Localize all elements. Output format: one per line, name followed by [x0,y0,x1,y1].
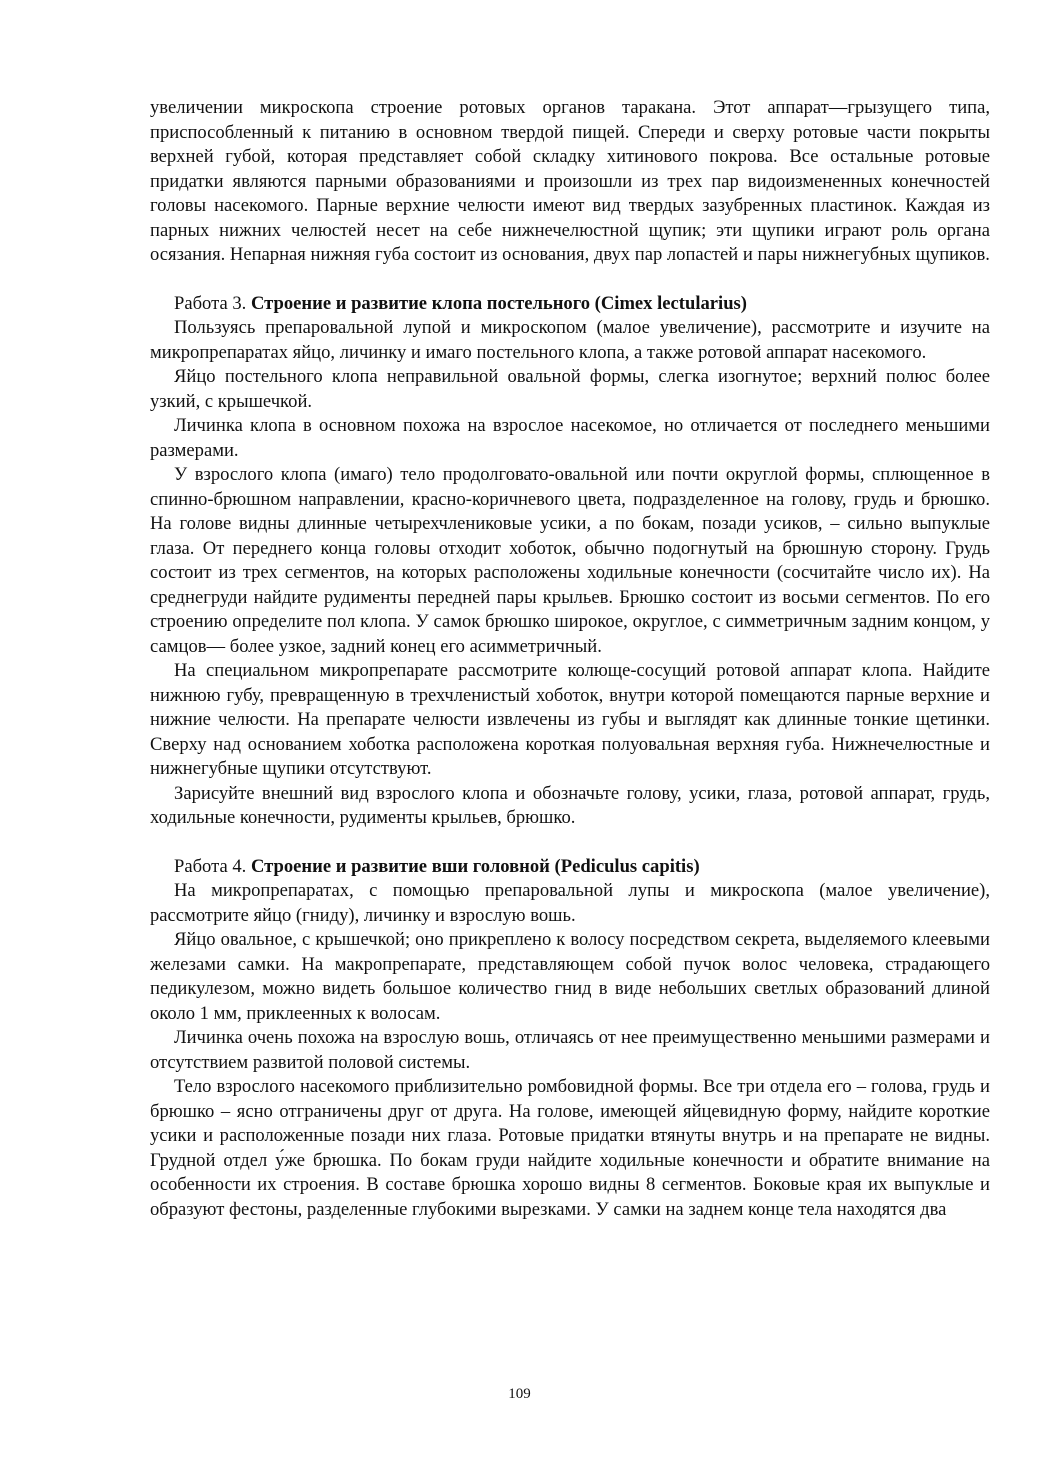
work3-paragraph: Личинка клопа в основном похожа на взрослое насекомое, но отличается от последнего меньшими размерами. [150,415,990,461]
work4-paragraph: Яйцо овальное, с крышечкой; оно прикреплено к волосу посредством секрета, выделяемого клеевыми железами самки. На макропрепарате, представляющем собой пучок волос человека, страдающего педикулезом, можно видеть большое количество гнид в виде небольших светлых образований длиной около 1 мм, приклеенных к волосам. [150,929,990,1024]
work3-heading [150,292,990,317]
work3-paragraph: Яйцо постельного клопа неправильной овальной формы, слегка изогнутое; верхний полюс более узкий, с крышечкой. [150,366,990,412]
section-gap [150,831,990,855]
work3-paragraph: У взрослого клопа (имаго) тело продолговато-овальной или почти округлой формы, сплющенное в спинно-брюшном направлении, красно-коричневого цвета, подразделенное на голову, грудь и брюшко. На голове видны длинные четырехчлениковые усики, а по бокам, позади усиков, – сильно выпуклые глаза. От переднего конца головы отходит хоботок, обычно подогнутый на брюшную сторону. Грудь состоит из трех сегментов, на которых расположены ходильные конечности (сосчитайте число их). На среднегруди найдите рудименты передней пары крыльев. Брюшко состоит из восьми сегментов. По его строению определите пол клопа. У самок брюшко широкое, округлое, с симметричным задним концом, у самцов— более узкое, задний конец его асимметричный. [150,464,990,657]
intro-paragraph: увеличении микроскопа строение ротовых органов таракана. Этот аппарат—грызущего типа, приспособленный к питанию в основном твердой пищей. Спереди и сверху ротовые части покрыты верхней губой, которая представляет собой складку хитинового покрова. Все остальные ротовые придатки являются парными образованиями и произошли из трех пар видоизмененных конечностей головы насекомого. Парные верхние челюсти имеют вид твердых зазубренных пластинок. Каждая из парных нижних челюстей несет на себе нижнечелюстной щупик; эти щупики играют роль органа осязания. Непарная нижняя губа состоит из основания, двух пар лопастей и пары нижнегубных щупиков. [150,97,990,265]
work4-title: Строение и развитие вши головной (Pediculus capitis) [250,855,700,877]
work3-prefix: Работа 3. [174,292,251,314]
work4-paragraph: На микропрепаратах, с помощью препаровальной лупы и микроскопа (малое увеличение), рассмотрите яйцо (гниду), личинку и взрослую вошь. [150,880,990,926]
work3-paragraph: Зарисуйте внешний вид взрослого клопа и обозначьте голову, усики, глаза, ротовой аппарат, грудь, ходильные конечности, рудименты крыльев, брюшко. [150,782,990,828]
document-page [150,96,990,1222]
work3-paragraph: На специальном микропрепарате рассмотрите колюще-сосущий ротовой аппарат клопа. Найдите нижнюю губу, превращенную в трехчленистый хоботок, внутри которой помещаются парные верхние и нижние челюсти. На препарате челюсти извлечены из губы и выглядят как длинные тонкие щетинки. Сверху над основанием хоботка расположена короткая полуовальная верхняя губа. Нижнечелюстные и нижнегубные щупики отсутствуют. [150,660,990,779]
work4-prefix: Работа 4. [174,855,251,877]
page-number: 109 [508,1386,531,1402]
work3-paragraph: Пользуясь препаровальной лупой и микроскопом (малое увеличение), рассмотрите и изучите на микропрепаратах яйцо, личинку и имаго постельного клопа, а также ротовой аппарат насекомого. [150,317,990,363]
work3-title: Строение и развитие клопа постельного (Cimex lectularius) [250,292,747,314]
work4-heading [150,855,990,880]
work4-paragraph: Личинка очень похожа на взрослую вошь, отличаясь от нее преимущественно меньшими размерами и отсутствием развитой половой системы. [150,1027,990,1073]
work4-paragraph: Тело взрослого насекомого приблизительно ромбовидной формы. Все три отдела его – голова, грудь и брюшко – ясно отграничены друг от друга. На голове, имеющей яйцевидную форму, найдите короткие усики и расположенные позади них глаза. Ротовые придатки втянуты внутрь и на препарате не видны. Грудной отдел у́же брюшка. По бокам груди найдите ходильные конечности и обратите внимание на особенности их строения. В составе брюшка хорошо видны 8 сегментов. Боковые края их выпуклые и образуют фестоны, разделенные глубокими вырезками. У самки на заднем конце тела находятся два [150,1076,990,1220]
section-gap [150,268,990,292]
